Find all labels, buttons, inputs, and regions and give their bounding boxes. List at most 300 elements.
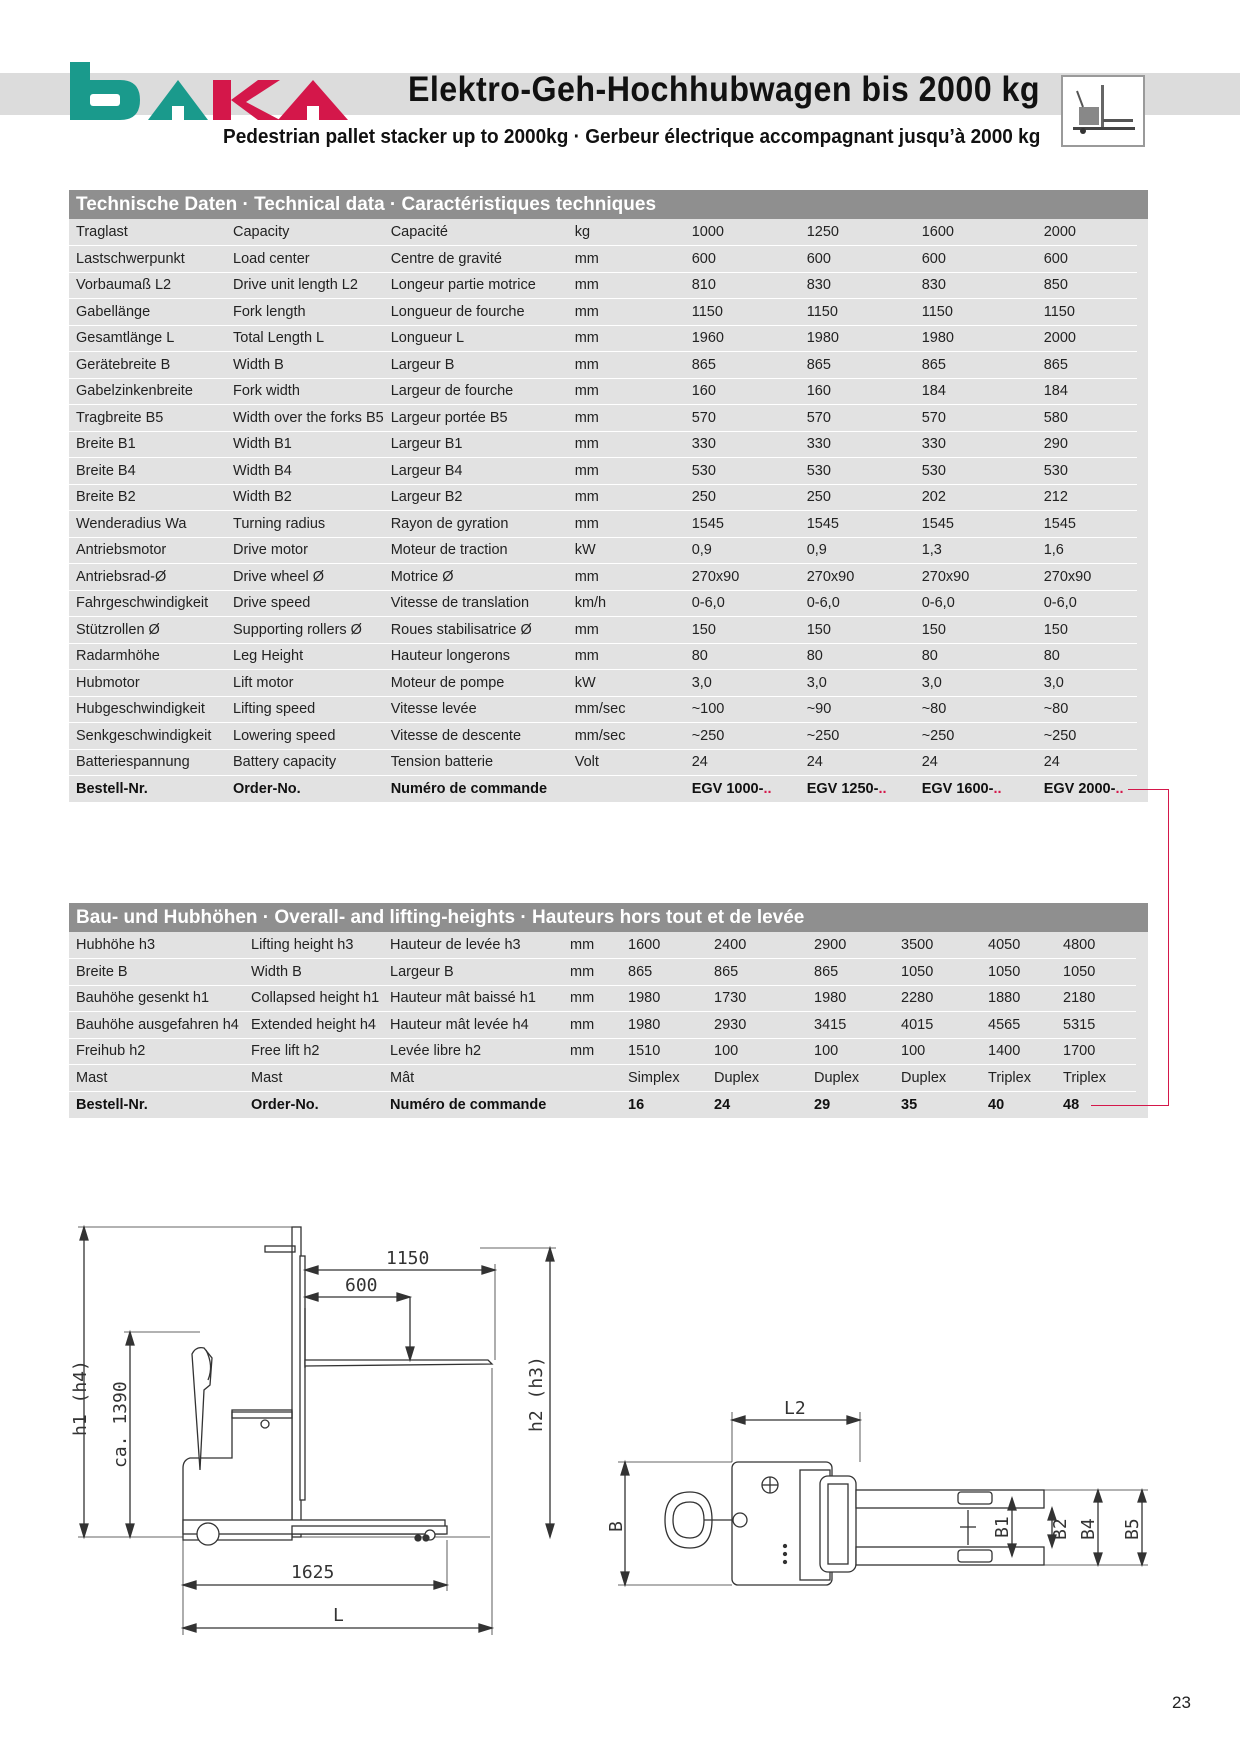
table-cell: Roues stabilisatrice Ø <box>384 617 568 644</box>
table-cell: Numéro de commande <box>390 1096 547 1113</box>
table-cell: Breite B4 <box>69 458 226 485</box>
baka-logo <box>68 62 358 120</box>
tech-table-row <box>69 431 1137 458</box>
table-cell: Drive unit length L2 <box>226 272 384 299</box>
table-cell: 160 <box>685 378 800 405</box>
table-cell: Bauhöhe gesenkt h1 <box>69 985 244 1012</box>
order-code: EGV 2000- <box>1043 781 1116 797</box>
table-cell: 0-6,0 <box>800 590 915 617</box>
table-cell: mm <box>563 985 621 1012</box>
table-cell: 1150 <box>915 299 1037 326</box>
table-cell: ~100 <box>685 696 800 723</box>
table-cell: 1400 <box>981 1038 1056 1065</box>
table-cell: ~250 <box>685 723 800 750</box>
dim-B5-label: B5 <box>1122 1518 1143 1540</box>
table-cell: 24 <box>1037 749 1137 776</box>
table-cell: Load center <box>226 246 384 273</box>
table-cell: Lifting height h3 <box>244 932 383 959</box>
heights-table-row <box>69 1012 1136 1039</box>
table-cell: 3500 <box>894 932 981 959</box>
table-cell: 865 <box>915 352 1037 379</box>
table-cell: Batteriespannung <box>69 749 226 776</box>
table-cell: 530 <box>915 458 1037 485</box>
table-cell: Breite B2 <box>69 484 226 511</box>
table-cell: Vorbaumaß L2 <box>69 272 226 299</box>
dim-B-label: B <box>606 1521 627 1532</box>
table-cell: 24 <box>800 749 915 776</box>
table-cell: 865 <box>621 959 707 986</box>
table-cell: Levée libre h2 <box>383 1038 563 1065</box>
table-cell: Triplex <box>1056 1065 1136 1092</box>
dim-L-label: L <box>333 1605 344 1626</box>
table-cell: 80 <box>1037 643 1137 670</box>
table-cell: mm <box>568 564 685 591</box>
table-cell: 270x90 <box>800 564 915 591</box>
table-cell: 865 <box>685 352 800 379</box>
table-cell: 1730 <box>707 985 807 1012</box>
tech-table-row <box>69 696 1137 723</box>
table-cell: mm <box>568 272 685 299</box>
table-cell: kg <box>568 219 685 246</box>
table-cell: Traglast <box>69 219 226 246</box>
table-cell: mm <box>568 643 685 670</box>
dim-ca-label: ca. 1390 <box>110 1381 131 1468</box>
table-cell: 16 <box>628 1096 645 1113</box>
table-cell: Lift motor <box>226 670 384 697</box>
table-cell: mm <box>568 617 685 644</box>
table-cell: mm <box>568 246 685 273</box>
order-number-row <box>69 776 1137 803</box>
table-cell: 1980 <box>621 985 707 1012</box>
table-cell: 4050 <box>981 932 1056 959</box>
table-cell: Fahrgeschwindigkeit <box>69 590 226 617</box>
table-cell: 330 <box>915 431 1037 458</box>
table-cell: Hauteur longerons <box>384 643 568 670</box>
table-cell: Width over the forks B5 <box>226 405 384 432</box>
tech-section-title: Technische Daten · Technical data · Caractéristiques techniques <box>69 190 1148 219</box>
table-cell: 570 <box>800 405 915 432</box>
table-cell: 865 <box>1037 352 1137 379</box>
table-cell: Antriebsmotor <box>69 537 226 564</box>
table-cell: 1700 <box>1056 1038 1136 1065</box>
order-suffix: .. <box>1115 781 1124 797</box>
dim-L2-label: L2 <box>784 1398 806 1419</box>
table-cell: mm <box>568 511 685 538</box>
stacker-thumbnail <box>1061 75 1145 147</box>
table-cell <box>685 776 800 803</box>
table-cell: 100 <box>807 1038 894 1065</box>
table-cell: Triplex <box>981 1065 1056 1092</box>
tech-table-row <box>69 484 1137 511</box>
table-cell: 570 <box>685 405 800 432</box>
table-cell: Lowering speed <box>226 723 384 750</box>
table-cell: Largeur B2 <box>384 484 568 511</box>
table-cell: 212 <box>1037 484 1137 511</box>
table-cell: 1000 <box>685 219 800 246</box>
order-suffix: .. <box>763 781 772 797</box>
table-cell: Gerätebreite B <box>69 352 226 379</box>
table-cell: Total Length L <box>226 325 384 352</box>
order-connector-top <box>1128 789 1168 790</box>
table-cell: 184 <box>915 378 1037 405</box>
table-cell: Mast <box>69 1065 244 1092</box>
table-cell: 24 <box>714 1096 731 1113</box>
table-cell: Capacité <box>384 219 568 246</box>
table-cell: Width B1 <box>226 431 384 458</box>
heights-table-row <box>69 932 1136 959</box>
table-cell: 80 <box>915 643 1037 670</box>
table-cell: 865 <box>807 959 894 986</box>
table-cell: 150 <box>915 617 1037 644</box>
table-cell: Freihub h2 <box>69 1038 244 1065</box>
table-cell: 150 <box>800 617 915 644</box>
table-cell: Moteur de traction <box>384 537 568 564</box>
table-cell: mm <box>568 458 685 485</box>
table-cell: mm <box>568 484 685 511</box>
tech-table-row <box>69 458 1137 485</box>
table-cell: Longueur L <box>384 325 568 352</box>
table-cell: Leg Height <box>226 643 384 670</box>
table-cell: 2900 <box>807 932 894 959</box>
table-cell: 2000 <box>1037 219 1137 246</box>
order-code: EGV 1250- <box>806 781 879 797</box>
table-cell: Tragbreite B5 <box>69 405 226 432</box>
table-cell: 2400 <box>707 932 807 959</box>
table-cell: 830 <box>800 272 915 299</box>
table-cell: 580 <box>1037 405 1137 432</box>
table-cell: 0-6,0 <box>1037 590 1137 617</box>
table-cell: Largeur B <box>383 959 563 986</box>
table-cell: mm <box>563 959 621 986</box>
table-cell: ~250 <box>915 723 1037 750</box>
table-cell: Supporting rollers Ø <box>226 617 384 644</box>
page-number: 23 <box>1172 1693 1191 1712</box>
table-cell: 1600 <box>621 932 707 959</box>
table-cell: 530 <box>685 458 800 485</box>
tech-table-row <box>69 272 1137 299</box>
table-cell: mm <box>568 299 685 326</box>
table-cell: 3,0 <box>915 670 1037 697</box>
table-cell: 80 <box>800 643 915 670</box>
table-cell: mm <box>563 1038 621 1065</box>
table-cell: 160 <box>800 378 915 405</box>
tech-table-row <box>69 511 1137 538</box>
table-cell: mm <box>568 325 685 352</box>
table-cell: 1,6 <box>1037 537 1137 564</box>
table-cell: 2000 <box>1037 325 1137 352</box>
table-cell: Motrice Ø <box>384 564 568 591</box>
dim-h2-label: h2 (h3) <box>526 1356 547 1432</box>
table-cell: mm <box>563 932 621 959</box>
tech-table-row <box>69 219 1137 246</box>
table-cell: 1600 <box>915 219 1037 246</box>
table-cell: 0,9 <box>800 537 915 564</box>
tech-table-row <box>69 537 1137 564</box>
table-cell: 2930 <box>707 1012 807 1039</box>
table-cell: 530 <box>1037 458 1137 485</box>
table-cell: Hubmotor <box>69 670 226 697</box>
table-cell: 0-6,0 <box>685 590 800 617</box>
table-cell: Drive speed <box>226 590 384 617</box>
heights-table-row <box>69 959 1136 986</box>
table-cell: 865 <box>800 352 915 379</box>
table-cell: 600 <box>1037 246 1137 273</box>
table-cell: 202 <box>915 484 1037 511</box>
table-cell: Turning radius <box>226 511 384 538</box>
table-cell: mm <box>568 378 685 405</box>
tech-table <box>69 219 1137 802</box>
table-cell: 1980 <box>915 325 1037 352</box>
dim-base-label: 1625 <box>291 1562 335 1583</box>
technical-drawing <box>0 1200 1240 1660</box>
table-cell: Hauteur mât baissé h1 <box>383 985 563 1012</box>
tech-table-row <box>69 749 1137 776</box>
order-connector-bottom <box>1091 1105 1169 1106</box>
table-cell: 80 <box>685 643 800 670</box>
table-cell: Order-No. <box>251 1096 319 1113</box>
table-cell: Width B <box>244 959 383 986</box>
table-cell: Hubhöhe h3 <box>69 932 244 959</box>
table-cell: Centre de gravité <box>384 246 568 273</box>
table-cell: 1,3 <box>915 537 1037 564</box>
top-view <box>606 1398 1148 1585</box>
table-cell: Longueur de fourche <box>384 299 568 326</box>
table-cell: Longeur partie motrice <box>384 272 568 299</box>
table-cell: kW <box>568 537 685 564</box>
table-cell: 3,0 <box>685 670 800 697</box>
tech-table-row <box>69 378 1137 405</box>
table-cell: 330 <box>800 431 915 458</box>
table-cell: Fork length <box>226 299 384 326</box>
table-cell <box>1037 776 1137 803</box>
table-cell: Extended height h4 <box>244 1012 383 1039</box>
table-cell: Radarmhöhe <box>69 643 226 670</box>
table-cell: 270x90 <box>915 564 1037 591</box>
table-cell: Gesamtlänge L <box>69 325 226 352</box>
table-cell <box>563 1065 621 1092</box>
table-cell: Lastschwerpunkt <box>69 246 226 273</box>
table-cell: Wenderadius Wa <box>69 511 226 538</box>
table-cell: 0,9 <box>685 537 800 564</box>
table-cell: Bauhöhe ausgefahren h4 <box>69 1012 244 1039</box>
table-cell: Largeur B <box>384 352 568 379</box>
table-cell: 1050 <box>894 959 981 986</box>
table-cell: ~250 <box>800 723 915 750</box>
table-cell: 1880 <box>981 985 1056 1012</box>
table-cell: Senkgeschwindigkeit <box>69 723 226 750</box>
table-cell: 250 <box>800 484 915 511</box>
table-cell: Largeur B4 <box>384 458 568 485</box>
tech-table-row <box>69 643 1137 670</box>
table-cell: 1980 <box>807 985 894 1012</box>
table-cell: 570 <box>915 405 1037 432</box>
table-cell: Width B4 <box>226 458 384 485</box>
order-code: EGV 1600- <box>921 781 994 797</box>
table-cell <box>915 776 1037 803</box>
table-cell: mm <box>563 1012 621 1039</box>
table-cell: 1980 <box>800 325 915 352</box>
table-cell: Volt <box>568 749 685 776</box>
table-cell <box>563 1091 621 1118</box>
tech-table-row <box>69 617 1137 644</box>
heights-table-row <box>69 985 1136 1012</box>
table-cell: Moteur de pompe <box>384 670 568 697</box>
table-cell: Gabellänge <box>69 299 226 326</box>
table-cell: 270x90 <box>1037 564 1137 591</box>
table-cell: 1150 <box>1037 299 1137 326</box>
dim-B4-label: B4 <box>1078 1518 1099 1540</box>
table-cell: 3,0 <box>1037 670 1137 697</box>
page-title: Elektro-Geh-Hochhubwagen bis 2000 kg <box>407 70 1040 109</box>
table-cell: ~80 <box>1037 696 1137 723</box>
table-cell: 1960 <box>685 325 800 352</box>
table-cell: Antriebsrad-Ø <box>69 564 226 591</box>
table-cell: Drive motor <box>226 537 384 564</box>
table-cell: Simplex <box>621 1065 707 1092</box>
order-suffix: .. <box>993 781 1002 797</box>
table-cell: Numéro de commande <box>390 781 548 797</box>
dim-load-label: 600 <box>345 1275 378 1296</box>
tech-table-row <box>69 723 1137 750</box>
heights-table-row <box>69 1065 1136 1092</box>
table-cell: 600 <box>685 246 800 273</box>
table-cell: 3415 <box>807 1012 894 1039</box>
order-connector-vertical <box>1168 789 1169 1105</box>
table-cell: Bestell-Nr. <box>76 1096 148 1113</box>
table-cell: Width B2 <box>226 484 384 511</box>
table-cell: Capacity <box>226 219 384 246</box>
table-cell: 1510 <box>621 1038 707 1065</box>
table-cell: 600 <box>915 246 1037 273</box>
heights-table-row <box>69 1038 1136 1065</box>
tech-table-row <box>69 564 1137 591</box>
table-cell: 1545 <box>800 511 915 538</box>
tech-table-row <box>69 405 1137 432</box>
tech-table-row <box>69 299 1137 326</box>
table-cell: 1050 <box>981 959 1056 986</box>
table-cell: 290 <box>1037 431 1137 458</box>
side-view <box>70 1227 556 1635</box>
table-cell: Fork width <box>226 378 384 405</box>
table-cell: 1150 <box>685 299 800 326</box>
table-cell: 810 <box>685 272 800 299</box>
table-cell: 0-6,0 <box>915 590 1037 617</box>
tech-table-row <box>69 246 1137 273</box>
table-cell: mm <box>568 405 685 432</box>
table-cell: Rayon de gyration <box>384 511 568 538</box>
table-cell: 100 <box>707 1038 807 1065</box>
tech-table-row <box>69 352 1137 379</box>
page-subtitle: Pedestrian pallet stacker up to 2000kg · Gerbeur électrique accompagnant jusqu’à 2000 kg <box>222 126 1040 148</box>
table-cell: Vitesse levée <box>384 696 568 723</box>
table-cell: Duplex <box>707 1065 807 1092</box>
table-cell: Lifting speed <box>226 696 384 723</box>
table-cell: 1545 <box>685 511 800 538</box>
table-cell: Largeur portée B5 <box>384 405 568 432</box>
table-cell: 150 <box>1037 617 1137 644</box>
table-cell: 4800 <box>1056 932 1136 959</box>
table-cell: Hauteur de levée h3 <box>383 932 563 959</box>
dim-B2-label: B2 <box>1050 1518 1071 1540</box>
table-cell: ~250 <box>1037 723 1137 750</box>
tech-table-row <box>69 325 1137 352</box>
table-cell: Width B <box>226 352 384 379</box>
table-cell: 40 <box>988 1096 1005 1113</box>
table-cell: 35 <box>901 1096 918 1113</box>
table-cell: 1150 <box>800 299 915 326</box>
table-cell: Bestell-Nr. <box>76 781 148 797</box>
table-cell: 600 <box>800 246 915 273</box>
table-cell: 24 <box>685 749 800 776</box>
table-cell: 1545 <box>915 511 1037 538</box>
table-cell: 24 <box>915 749 1037 776</box>
table-cell: Stützrollen Ø <box>69 617 226 644</box>
table-cell: 250 <box>685 484 800 511</box>
table-cell: km/h <box>568 590 685 617</box>
table-cell: Vitesse de translation <box>384 590 568 617</box>
table-cell: Duplex <box>807 1065 894 1092</box>
table-cell: 1980 <box>621 1012 707 1039</box>
table-cell: mm/sec <box>568 723 685 750</box>
tech-table-row <box>69 590 1137 617</box>
table-cell: Hubgeschwindigkeit <box>69 696 226 723</box>
table-cell: Hauteur mât levée h4 <box>383 1012 563 1039</box>
table-cell: 1050 <box>1056 959 1136 986</box>
table-cell: 830 <box>915 272 1037 299</box>
table-cell: Breite B <box>69 959 244 986</box>
table-cell: 184 <box>1037 378 1137 405</box>
table-cell: Gabelzinkenbreite <box>69 378 226 405</box>
table-cell: Mast <box>244 1065 383 1092</box>
table-cell: 330 <box>685 431 800 458</box>
table-cell: 29 <box>814 1096 831 1113</box>
dim-h1-label: h1 (h4) <box>70 1360 91 1436</box>
table-cell: 530 <box>800 458 915 485</box>
table-cell <box>800 776 915 803</box>
table-cell: mm <box>568 431 685 458</box>
table-cell: Tension batterie <box>384 749 568 776</box>
dim-fork-label: 1150 <box>386 1248 430 1269</box>
table-cell: 865 <box>707 959 807 986</box>
table-cell: 850 <box>1037 272 1137 299</box>
table-cell: 150 <box>685 617 800 644</box>
order-number-row <box>69 1091 1136 1118</box>
table-cell: ~80 <box>915 696 1037 723</box>
table-cell: Duplex <box>894 1065 981 1092</box>
table-cell: Mât <box>383 1065 563 1092</box>
table-cell: 1250 <box>800 219 915 246</box>
table-cell: mm/sec <box>568 696 685 723</box>
heights-section-title: Bau- und Hubhöhen · Overall- and lifting-heights · Hauteurs hors tout et de levée <box>69 903 1148 932</box>
table-cell: Largeur B1 <box>384 431 568 458</box>
table-cell: 1545 <box>1037 511 1137 538</box>
table-cell: 2180 <box>1056 985 1136 1012</box>
heights-table <box>69 932 1136 1118</box>
table-cell: 100 <box>894 1038 981 1065</box>
table-cell: 2280 <box>894 985 981 1012</box>
table-cell: 3,0 <box>800 670 915 697</box>
table-cell: Order-No. <box>233 781 301 797</box>
table-cell <box>568 776 685 803</box>
table-cell: 270x90 <box>685 564 800 591</box>
table-cell: mm <box>568 352 685 379</box>
tech-table-row <box>69 670 1137 697</box>
table-cell: Breite B1 <box>69 431 226 458</box>
order-suffix: .. <box>878 781 887 797</box>
table-cell: Largeur de fourche <box>384 378 568 405</box>
order-code: EGV 1000- <box>691 781 764 797</box>
table-cell: ~90 <box>800 696 915 723</box>
